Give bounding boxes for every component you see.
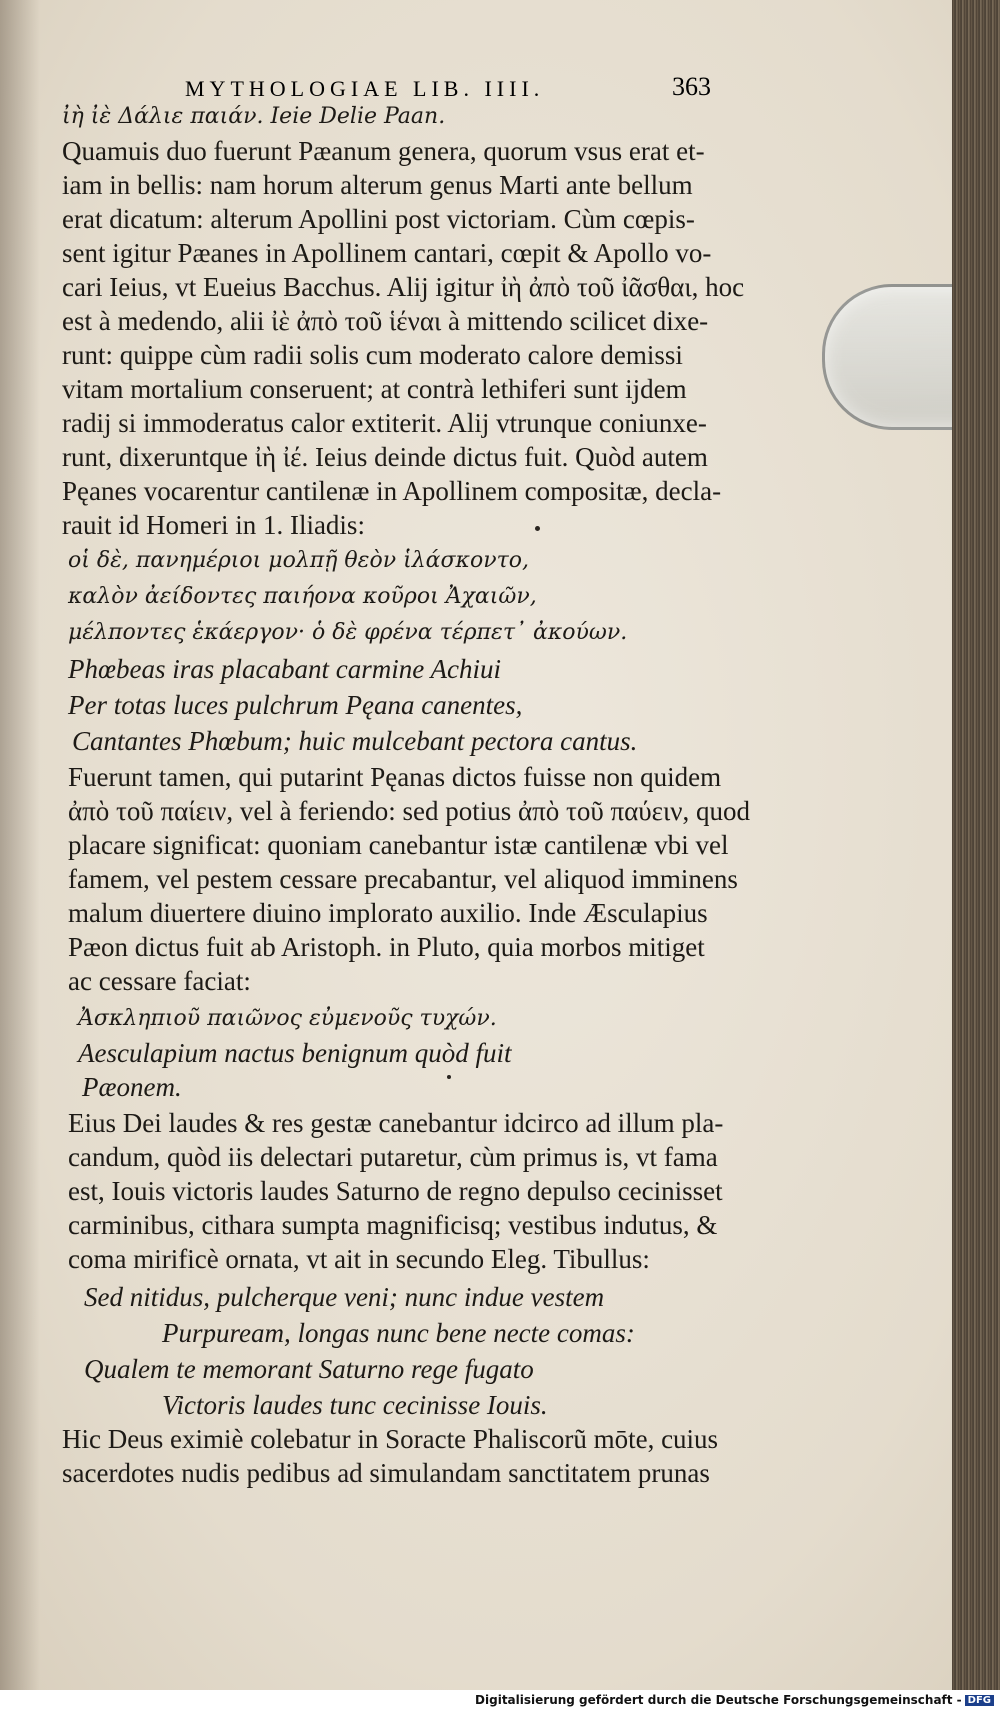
text-line: Hic Deus eximiè colebatur in Soracte Phaliscorũ mōte, cuius <box>62 1424 719 1454</box>
text-line: ἀπὸ τοῦ παίειν, vel à feriendo: sed potius ἀπὸ τοῦ παύειν, quod <box>68 796 750 826</box>
dfg-logo: DFG <box>965 1695 994 1706</box>
running-title: MYTHOLOGIAE LIB. IIII. <box>185 76 545 101</box>
text-line: vitam mortalium conseruent; at contrà lethiferi sunt ijdem <box>62 374 687 404</box>
text-line: sacerdotes nudis pedibus ad simulandam sanctitatem prunas <box>62 1458 710 1488</box>
text-line: Quamuis duo fuerunt Pæanum genera, quorum vsus erat et- <box>62 136 705 166</box>
ink-speck <box>535 526 540 531</box>
text-line: erat dicatum: alterum Apollini post victoriam. Cùm cœpis- <box>62 204 695 234</box>
latin-verse: Qualem te memorant Saturno rege fugato <box>84 1354 534 1384</box>
text-line: est, Iouis victoris laudes Saturno de regno depulso cecinisset <box>68 1176 723 1206</box>
text-line: runt, dixeruntque ἰὴ ἰέ. Ieius deinde dictus fuit. Quòd autem <box>62 442 708 472</box>
text-line: ac cessare faciat: <box>68 966 251 996</box>
latin-verse: Phœbeas iras placabant carmine Achiui <box>68 654 501 684</box>
text-line: Eius Dei laudes & res gestæ canebantur idcirco ad illum pla- <box>68 1108 724 1138</box>
text-line: candum, quòd iis delectari putaretur, cùm primus is, vt fama <box>68 1142 718 1172</box>
text-line: radij si immoderatus calor extiterit. Alij vtrunque coniunxe- <box>62 408 707 438</box>
text-line: est à medendo, alii ἰὲ ἀπὸ τοῦ ἱέναι à mittendo scilicet dixe- <box>62 306 709 336</box>
greek-verse: μέλποντες ἑκάεργον· ὁ δὲ φρένα τέρπετ᾽ ἀκούων. <box>68 620 628 645</box>
text-line: runt: quippe cùm radii solis cum moderato calore demissi <box>62 340 683 370</box>
ink-speck <box>447 1075 451 1079</box>
text-line: sent igitur Pæanes in Apollinem cantari, cœpit & Apollo vo- <box>62 238 712 268</box>
latin-verse: Sed nitidus, pulcherque veni; nunc indue vestem <box>84 1282 605 1312</box>
greek-verse: οἱ δὲ, πανημέριοι μολπῇ θεὸν ἱλάσκοντο, <box>68 548 529 573</box>
latin-verse: Victoris laudes tunc cecinisse Iouis. <box>162 1390 548 1420</box>
text-line: Pæon dictus fuit ab Aristoph. in Pluto, quia morbos mitiget <box>68 932 705 962</box>
latin-verse: Aesculapium nactus benignum quòd fuit <box>78 1038 512 1068</box>
text-line: Pęanes vocarentur cantilenæ in Apollinem compositæ, decla- <box>62 476 722 506</box>
text-line: coma mirificè ornata, vt ait in secundo Eleg. Tibullus: <box>68 1244 650 1274</box>
text-line: carminibus, cithara sumpta magnificisq; vestibus indutus, & <box>68 1210 718 1240</box>
latin-verse: Pæonem. <box>82 1072 182 1102</box>
page-edges <box>952 0 1000 1690</box>
funding-notice <box>475 1693 994 1707</box>
gutter-shadow <box>0 0 40 1690</box>
latin-verse: Per totas luces pulchrum Pęana canentes, <box>68 690 523 720</box>
text-line: ἰὴ ἰὲ Δάλιε παιάν. Ieie Delie Paan. <box>62 104 446 129</box>
text-line: iam in bellis: nam horum alterum genus Marti ante bellum <box>62 170 693 200</box>
text-line: malum diuertere diuino implorato auxilio. Inde Æsculapius <box>68 898 708 928</box>
text-line: Fuerunt tamen, qui putarint Pęanas dictos fuisse non quidem <box>68 762 722 792</box>
text-line: rauit id Homeri in 1. Iliadis: <box>62 510 365 540</box>
funding-text: Digitalisierung gefördert durch die Deutsche Forschungsgemeinschaft - <box>475 1693 962 1707</box>
latin-verse: Purpuream, longas nunc bene necte comas: <box>162 1318 635 1348</box>
text-line: placare significat: quoniam canebantur istæ cantilenæ vbi vel <box>68 830 729 860</box>
page-number: 363 <box>672 72 711 101</box>
greek-verse: καλὸν ἀείδοντες παιήονα κοῦροι Ἀχαιῶν, <box>68 584 537 609</box>
text-line: cari Ieius, vt Eueius Bacchus. Alij igitur ἰὴ ἀπὸ τοῦ ἰᾶσθαι, hoc <box>62 272 745 302</box>
text-line: famem, vel pestem cessare precabantur, vel aliquod imminens <box>68 864 738 894</box>
greek-verse: Ἀσκληπιοῦ παιῶνος εὐμενοῦς τυχών. <box>78 1006 497 1031</box>
latin-verse: Cantantes Phœbum; huic mulcebant pectora cantus. <box>72 726 638 756</box>
